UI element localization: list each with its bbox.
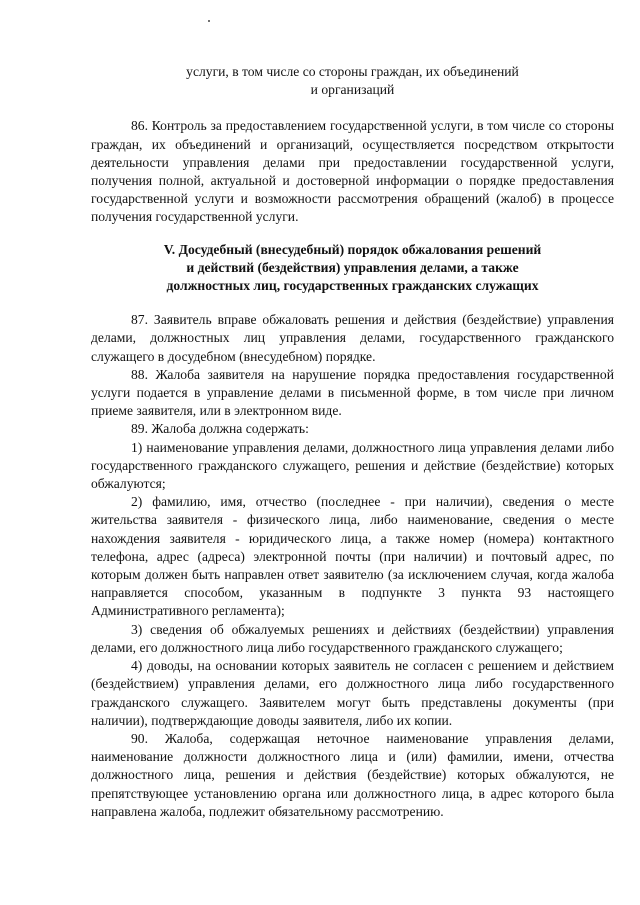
paragraph-89-item-1: 1) наименование управления делами, должностного лица управления делами либо государственного гражданского служащего, решения и действие (бездействие) которых обжалуются; [91, 439, 614, 492]
section-heading-line2: и действий (бездействия) управления делами, а также [186, 259, 519, 275]
spacer [91, 99, 614, 117]
paragraph-89: 89. Жалоба должна содержать: [131, 421, 309, 437]
intro-heading-line1: услуги, в том числе со стороны граждан, их объединений [186, 64, 519, 79]
paragraph-89-item-4: 4) доводы, на основании которых заявитель не согласен с решением и действием (бездействием) управления делами, его должностного лица либо государственного гражданского служащего. Заявителем могут быть представлены документы (при наличии), подтверждающие доводы заявителя, либо их копии. [91, 658, 614, 728]
page-content [91, 63, 614, 821]
paragraph-90: 90. Жалоба, содержащая неточное наименование управления делами, наименование должности должностного лица и (или) фамилии, имени, отчества должностного лица, решения и действия (бездействие) которых обжалуются, не препятствующее установлению органа или должностного лица, в адрес которого была направлена жалоба, подлежит обязательному рассмотрению. [91, 730, 614, 819]
scan-speck [208, 20, 210, 22]
intro-heading-line2: и организаций [310, 82, 395, 98]
paragraph-88: 88. Жалоба заявителя на нарушение порядка предоставления государственной услуги подается в управление делами в письменной форме, в том числе при личном приеме заявителя, или в электронном виде. [91, 366, 614, 419]
section-heading-line3: должностных лиц, государственных гражданских служащих [166, 278, 539, 294]
spacer [91, 227, 614, 241]
paragraph-86: 86. Контроль за предоставлением государственной услуги, в том числе со стороны граждан, их объединений и организаций, осуществляется посредством открытости деятельности управления делами при предоставлении государственной услуги, получения полной, актуальной и достоверной информации о порядке предоставления государственной услуги и возможности рассмотрения обращений (жалоб) в процессе получения государственной услуги. [91, 118, 614, 225]
paragraph-87: 87. Заявитель вправе обжаловать решения и действия (бездействие) управления делами, должностных лиц управления делами, государственного гражданского служащего в досудебном (внесудебном) порядке. [91, 312, 614, 364]
spacer [91, 295, 614, 311]
paragraph-89-item-3: 3) сведения об обжалуемых решениях и действиях (бездействии) управления делами, его должностного лица либо государственного гражданского служащего; [91, 621, 614, 655]
section-heading-line1: V. Досудебный (внесудебный) порядок обжалования решений [163, 241, 542, 257]
paragraph-89-item-2: 2) фамилию, имя, отчество (последнее - при наличии), сведения о месте жительства заявителя - физического лица, либо наименование, сведения о месте нахождения заявителя - юридического лица, а также номер (номера) контактного телефона, адрес (адреса) электронной почты (при наличии) и почтовый адрес, по которым должен быть направлен ответ заявителю (за исключением случая, когда жалоба направляется способом, указанным в подпункте 3 пункта 93 настоящего Административного регламента); [91, 494, 614, 619]
